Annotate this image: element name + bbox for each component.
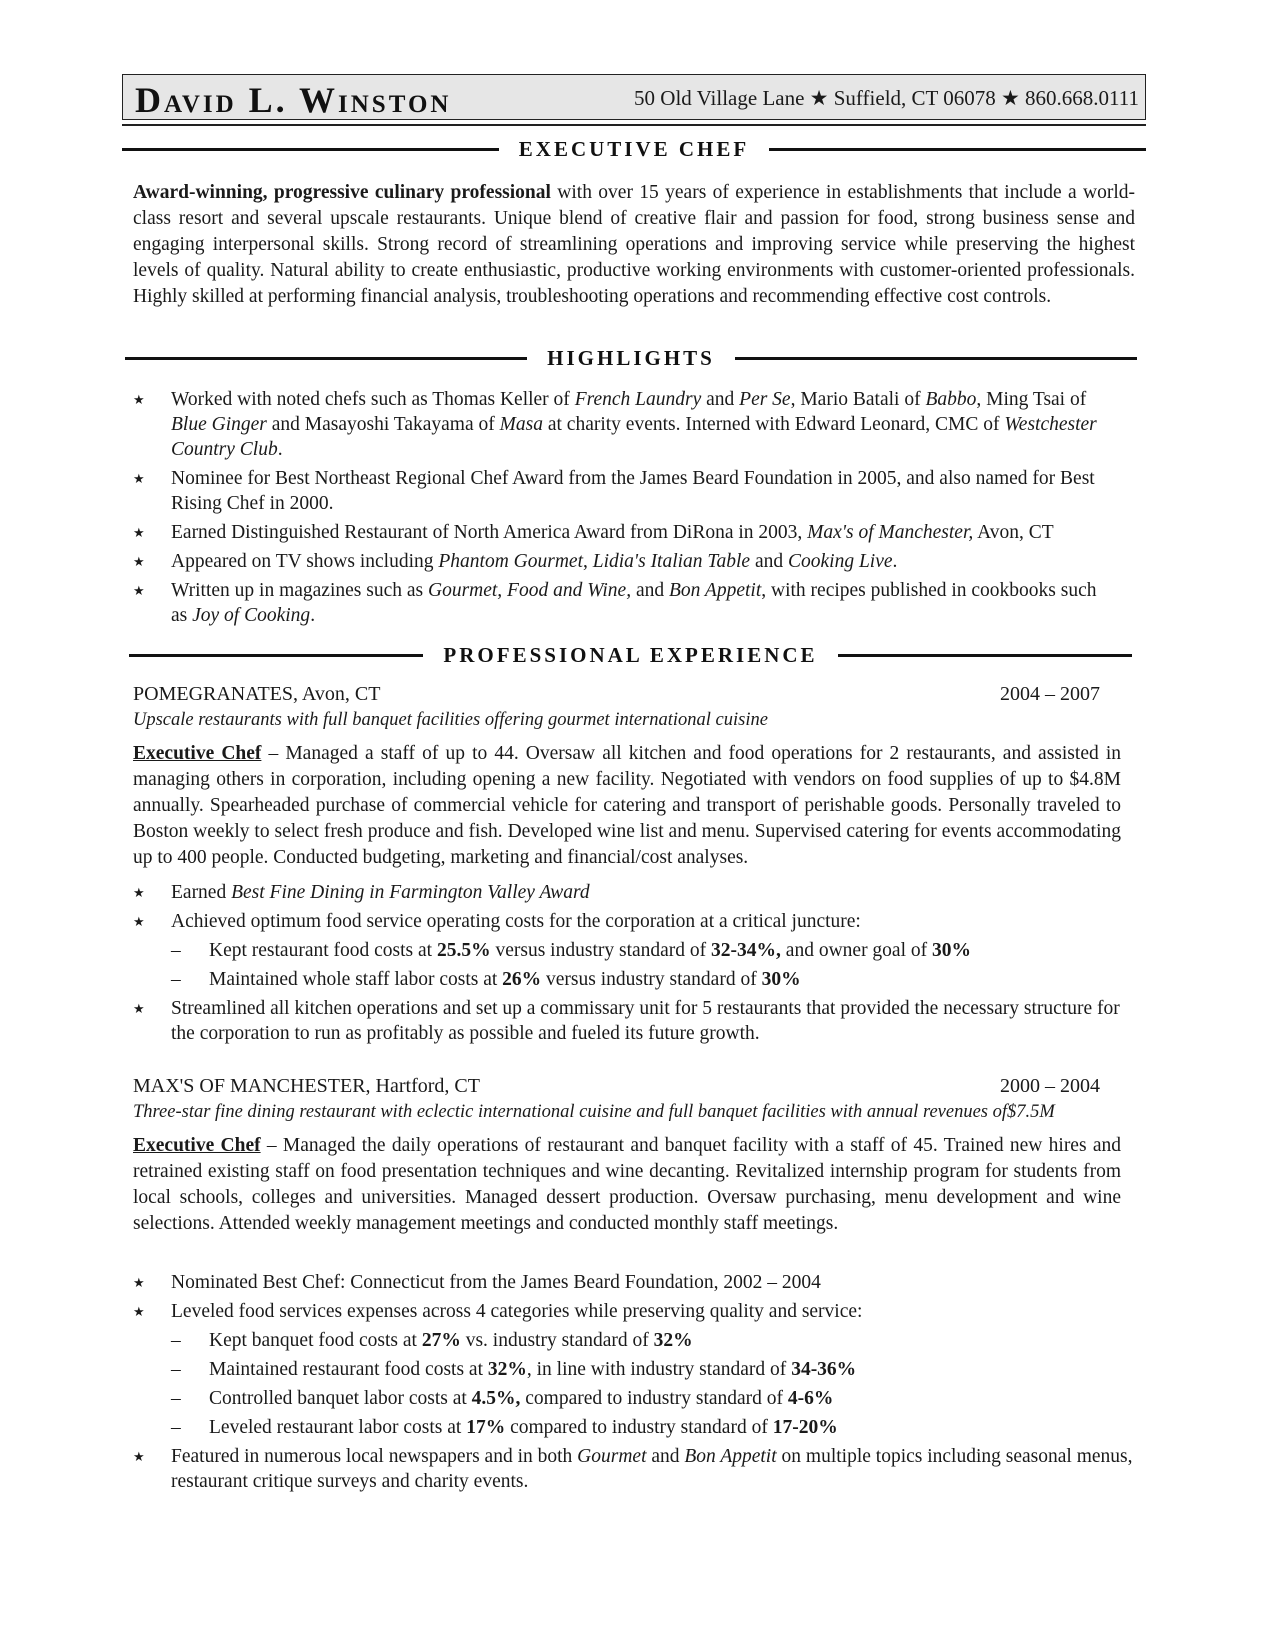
star-bullet-icon: ★ — [133, 554, 145, 569]
job-summary-text: – Managed the daily operations of restaurant and banquet facility with a staff of 45. Trained new hires and retrained existing staff on food presentation techniques and wine decanting. Revitalized internship program for students from local schools, colleges and universities. Managed dessert production. Oversaw purchasing, menu development and wine selections. Attended weekly management meetings and conducted monthly staff meetings. — [133, 1135, 1121, 1234]
bullet-text — [171, 522, 1054, 543]
bullet-item — [133, 996, 1133, 1046]
italic-text: Lidia's Italian Table — [592, 551, 751, 572]
bullet-item — [133, 1299, 1133, 1440]
bullet-item — [133, 549, 1098, 574]
dash-bullet-icon: – — [171, 1330, 181, 1351]
section-title: HIGHLIGHTS — [547, 346, 715, 370]
candidate-name: David L. Winston — [135, 80, 452, 120]
star-bullet-icon: ★ — [133, 885, 145, 900]
sub-bullet-item — [171, 1357, 1133, 1382]
bold-text: 25.5% — [436, 940, 491, 961]
job-role: Executive Chef — [133, 743, 262, 764]
text-run: and — [631, 580, 669, 601]
heading-rule-right — [735, 357, 1137, 360]
text-run: Written up in magazines such as — [171, 580, 428, 601]
bullet-text — [171, 389, 1097, 460]
bullet-item — [133, 520, 1098, 545]
italic-text: Babbo — [925, 389, 977, 410]
text-run: Leveled food services expenses across 4 categories while preserving quality and service: — [171, 1301, 863, 1322]
sub-bullet-item — [171, 1415, 1133, 1440]
bold-text: 32% — [487, 1359, 527, 1380]
bullet-item — [133, 578, 1098, 628]
italic-text: Gourmet — [577, 1446, 647, 1467]
text-run: Maintained whole staff labor costs at — [209, 969, 503, 990]
bullet-text — [171, 551, 897, 572]
bold-text: 30% — [932, 940, 971, 961]
header-box — [122, 74, 1146, 120]
job-employer: MAX'S OF MANCHESTER, Hartford, CT — [133, 1075, 480, 1097]
job-summary-text: – Managed a staff of up to 44. Oversaw all kitchen and food operations for 2 restaurants, and assisted in managing others in corporation, including opening a new facility. Negotiated with vendors on food supplies of up to $4.8M annually. Spearheaded purchase of commercial vehicle for catering and transport of perishable goods. Personally traveled to Boston weekly to select fresh produce and fish. Developed wine list and menu. Supervised catering for events accommodating up to 400 people. Conducted budgeting, marketing and financial/cost analyses. — [133, 743, 1121, 868]
summary-paragraph — [133, 180, 1135, 310]
bullet-item — [133, 909, 1133, 992]
sub-bullet-list — [171, 1328, 1133, 1440]
heading-rule-right — [769, 148, 1146, 151]
bullet-item — [133, 1444, 1133, 1494]
section-heading-experience — [129, 643, 1132, 667]
text-run: . — [310, 605, 316, 626]
text-run: Kept banquet food costs at — [209, 1330, 422, 1351]
bold-text: 17-20% — [772, 1417, 838, 1438]
text-run: , Mario Batali of — [790, 389, 926, 410]
sub-bullet-item — [171, 938, 1133, 963]
text-run: Worked with noted chefs such as Thomas Keller of — [171, 389, 575, 410]
star-bullet-icon: ★ — [133, 392, 145, 407]
job-description: Three-star fine dining restaurant with eclectic international cuisine and full banquet facilities with annual revenues of$7.5M — [133, 1102, 1055, 1122]
bullet-item — [133, 387, 1098, 462]
bold-text: 4-6% — [787, 1388, 834, 1409]
italic-text: Cooking Live — [787, 551, 893, 572]
bold-text: 34-36% — [791, 1359, 857, 1380]
bullet-text — [171, 1301, 862, 1322]
italic-text: French Laundry — [574, 389, 702, 410]
text-run: Leveled restaurant labor costs at — [209, 1417, 467, 1438]
text-run: , in line with industry standard of — [526, 1359, 792, 1380]
italic-text: Joy of Cooking — [192, 605, 311, 626]
header-rule — [122, 124, 1146, 126]
sub-bullet-text — [209, 940, 971, 961]
text-run: Earned Distinguished Restaurant of North America Award from DiRona in 2003, — [171, 522, 808, 543]
job-summary — [133, 741, 1121, 871]
bullet-item — [133, 1270, 1133, 1295]
dash-bullet-icon: – — [171, 1359, 181, 1380]
star-bullet-icon: ★ — [133, 525, 145, 540]
star-bullet-icon: ★ — [133, 1275, 145, 1290]
text-run: Avon, CT — [973, 522, 1054, 543]
bullet-text — [171, 468, 1095, 514]
text-run: Maintained restaurant food costs at — [209, 1359, 488, 1380]
dash-bullet-icon: – — [171, 1388, 181, 1409]
sub-bullet-item — [171, 1386, 1133, 1411]
text-run: , — [583, 551, 593, 572]
sub-bullet-text — [209, 1359, 856, 1380]
text-run: compared to industry standard of — [520, 1388, 788, 1409]
text-run: Streamlined all kitchen operations and set up a commissary unit for 5 restaurants that provided the necessary structure for the corporation to run as profitably as possible and fueled its future growth. — [171, 998, 1120, 1044]
dash-bullet-icon: – — [171, 969, 181, 990]
italic-text: Max's of Manchester, — [807, 522, 974, 543]
heading-rule-left — [129, 654, 423, 657]
italic-text: Blue Ginger — [171, 414, 267, 435]
sub-bullet-text — [209, 1417, 838, 1438]
text-run: Featured in numerous local newspapers and in both — [171, 1446, 578, 1467]
text-run: and Masayoshi Takayama of — [266, 414, 500, 435]
text-run: Nominee for Best Northeast Regional Chef Award from the James Beard Foundation in 2005, and also named for Best Rising Chef in 2000. — [171, 468, 1095, 514]
dash-bullet-icon: – — [171, 1417, 181, 1438]
job-bullets — [133, 880, 1133, 1050]
bold-text: 4.5%, — [471, 1388, 521, 1409]
job-summary — [133, 1133, 1121, 1237]
italic-text: Phantom Gourmet — [438, 551, 583, 572]
sub-bullet-text — [209, 969, 801, 990]
text-run: vs. industry standard of — [460, 1330, 654, 1351]
italic-text: Westchester Country Club — [171, 414, 1097, 460]
italic-text: Per Se — [739, 389, 791, 410]
text-run: Appeared on TV shows including — [171, 551, 439, 572]
text-run: and owner goal of — [780, 940, 932, 961]
text-run: Controlled banquet labor costs at — [209, 1388, 472, 1409]
bullet-text — [171, 998, 1120, 1044]
section-title: PROFESSIONAL EXPERIENCE — [443, 643, 818, 667]
job-role: Executive Chef — [133, 1135, 261, 1156]
text-run: . — [892, 551, 898, 572]
italic-text: Masa — [499, 414, 543, 435]
text-run: versus industry standard of — [541, 969, 762, 990]
bold-text: 32% — [653, 1330, 693, 1351]
text-run: Nominated Best Chef: Connecticut from the James Beard Foundation, 2002 – 2004 — [171, 1272, 821, 1293]
bold-text: 30% — [761, 969, 801, 990]
text-run: and — [646, 1446, 685, 1467]
star-bullet-icon: ★ — [133, 471, 145, 486]
dash-bullet-icon: – — [171, 940, 181, 961]
text-run: Achieved optimum food service operating costs for the corporation at a critical juncture: — [171, 911, 861, 932]
bold-text: 27% — [421, 1330, 461, 1351]
bold-text: 26% — [502, 969, 542, 990]
bullet-text — [171, 1446, 1132, 1492]
star-bullet-icon: ★ — [133, 1001, 145, 1016]
italic-text: Best Fine Dining in Farmington Valley Award — [231, 882, 590, 903]
text-run: Earned — [171, 882, 232, 903]
section-title: EXECUTIVE CHEF — [518, 137, 750, 161]
text-run: compared to industry standard of — [505, 1417, 773, 1438]
section-heading-title-role — [122, 137, 1146, 161]
text-run: , with recipes published in cookbooks such as — [171, 580, 1097, 626]
bullet-text — [171, 882, 590, 903]
job-employer: POMEGRANATES, Avon, CT — [133, 683, 381, 705]
section-heading-highlights — [125, 346, 1137, 370]
star-bullet-icon: ★ — [133, 583, 145, 598]
text-run: at charity events. Interned with Edward Leonard, CMC of — [542, 414, 1005, 435]
sub-bullet-text — [209, 1388, 833, 1409]
job-bullets — [133, 1270, 1133, 1498]
text-run: and — [750, 551, 788, 572]
heading-rule-left — [122, 148, 499, 151]
highlights-list — [133, 387, 1098, 632]
job-dates: 2000 – 2004 — [1000, 1075, 1100, 1097]
text-run: on multiple topics including seasonal menus, restaurant critique surveys and charity events. — [171, 1446, 1133, 1492]
summary-lead: Award-winning, progressive culinary professional — [133, 182, 551, 203]
star-bullet-icon: ★ — [133, 1304, 145, 1319]
italic-text: Bon Appetit — [669, 580, 762, 601]
job-description: Upscale restaurants with full banquet facilities offering gourmet international cuisine — [133, 710, 768, 730]
bold-text: 32-34%, — [711, 940, 781, 961]
italic-text: Gourmet, Food and Wine, — [427, 580, 632, 601]
sub-bullet-text — [209, 1330, 693, 1351]
sub-bullet-item — [171, 1328, 1133, 1353]
bullet-item — [133, 880, 1133, 905]
job-dates: 2004 – 2007 — [1000, 683, 1100, 705]
text-run: , Ming Tsai of — [976, 389, 1087, 410]
star-bullet-icon: ★ — [133, 1449, 145, 1464]
text-run: versus industry standard of — [490, 940, 712, 961]
text-run: . — [277, 439, 283, 460]
sub-bullet-list — [171, 938, 1133, 992]
sub-bullet-item — [171, 967, 1133, 992]
bullet-text — [171, 911, 861, 932]
bullet-text — [171, 580, 1097, 626]
contact-info: 50 Old Village Lane ★ Suffield, CT 06078 ★ 860.668.0111 — [634, 86, 1139, 110]
summary-text: with over 15 years of experience in establishments that include a world-class resort and several upscale restaurants. Unique blend of creative flair and passion for food, strong business sense and engaging interpersonal skills. Strong record of streamlining operations and improving service while preserving the highest levels of quality. Natural ability to create enthusiastic, productive working environments with customer-oriented professionals. Highly skilled at performing financial analysis, troubleshooting operations and recommending effective cost controls. — [133, 182, 1136, 307]
heading-rule-right — [838, 654, 1132, 657]
text-run: and — [701, 389, 740, 410]
bullet-text — [171, 1272, 821, 1293]
star-bullet-icon: ★ — [133, 914, 145, 929]
heading-rule-left — [125, 357, 527, 360]
italic-text: Bon Appetit — [684, 1446, 777, 1467]
text-run: Kept restaurant food costs at — [209, 940, 437, 961]
bullet-item — [133, 466, 1098, 516]
bold-text: 17% — [466, 1417, 506, 1438]
